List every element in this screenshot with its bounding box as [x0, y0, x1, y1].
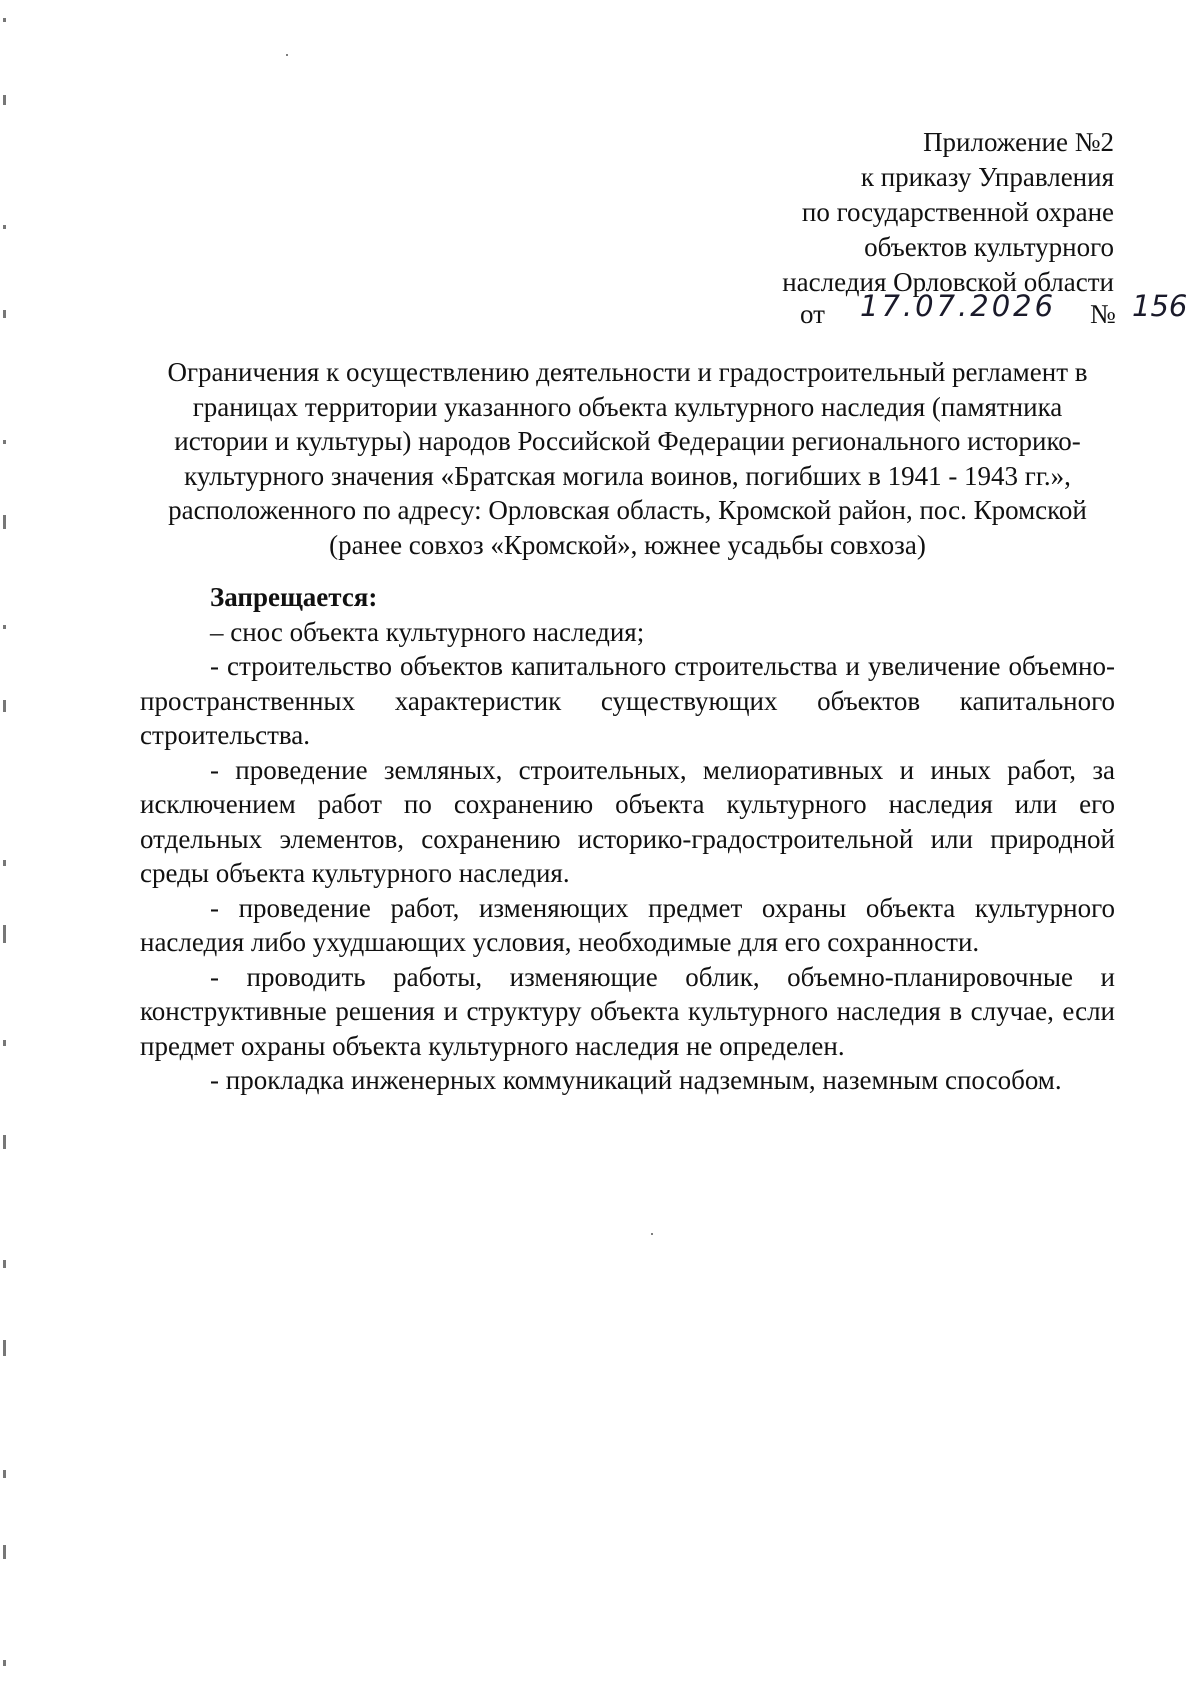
- appendix-line: наследия Орловской области: [782, 267, 1114, 297]
- appendix-header: [594, 125, 1114, 300]
- scan-mark: [3, 440, 6, 444]
- title-line: истории и культуры) народов Российской Федерации регионального историко-: [174, 426, 1081, 456]
- restriction-item: - проведение работ, изменяющих предмет охраны объекта культурного наследия либо ухудшающих условия, необходимые для его сохранности.: [140, 892, 1115, 957]
- date-prefix: от: [800, 299, 825, 329]
- appendix-line: объектов культурного: [864, 232, 1114, 262]
- scan-mark: [3, 1040, 6, 1046]
- scan-mark: [3, 1260, 6, 1268]
- number-prefix: №: [1090, 299, 1116, 329]
- appendix-line: к приказу Управления: [860, 162, 1114, 192]
- order-date-number-row: [800, 289, 1188, 333]
- section-heading: Запрещается:: [210, 582, 378, 612]
- scan-speck: [286, 54, 288, 56]
- restriction-item: - проведение земляных, строительных, мелиоративных и иных работ, за исключением работ по сохранению объекта культурного наследия или его отдельных элементов, сохранению историко-градостроительной или природной среды объекта культурного наследия.: [140, 754, 1115, 888]
- title-line: Ограничения к осуществлению деятельности и градостроительный регламент в: [167, 357, 1088, 387]
- title-line: расположенного по адресу: Орловская область, Кромской район, пос. Кромской: [168, 495, 1087, 525]
- title-line: (ранее совхоз «Кромской», южнее усадьбы совхоза): [329, 529, 926, 560]
- handwritten-date: 17.07.2026: [860, 289, 1057, 323]
- restriction-item: - строительство объектов капитального строительства и увеличение объемно-пространственных характеристик существующих объектов капитального строительства.: [140, 651, 1115, 750]
- scan-mark: [3, 1470, 6, 1478]
- restriction-item: - проводить работы, изменяющие облик, объемно-планировочные и конструктивные решения и структуру объекта культурного наследия в случае, если предмет охраны объекта культурного наследия не определен.: [140, 961, 1115, 1061]
- scan-mark: [3, 925, 6, 943]
- document-title: [140, 355, 1115, 562]
- appendix-line: по государственной охране: [801, 197, 1114, 227]
- restrictions-section: [140, 580, 1115, 1098]
- scan-mark: [3, 1340, 6, 1356]
- scan-mark: [3, 625, 6, 629]
- title-line: культурного значения «Братская могила воинов, погибших в 1941 - 1943 гг.»,: [184, 460, 1071, 491]
- scan-mark: [3, 860, 6, 866]
- handwritten-order-number: 156: [1132, 289, 1188, 323]
- scan-mark: [3, 95, 6, 105]
- scan-mark: [3, 1545, 6, 1559]
- scan-mark: [3, 1135, 6, 1149]
- scan-mark: [3, 1660, 6, 1666]
- scan-mark: [3, 700, 6, 712]
- scan-margin-marks: [0, 0, 14, 1697]
- scan-speck: [651, 1233, 653, 1235]
- scan-mark: [3, 225, 6, 229]
- title-line: границах территории указанного объекта культурного наследия (памятника: [192, 391, 1063, 422]
- restriction-item: - прокладка инженерных коммуникаций надземным, наземным способом.: [210, 1065, 1062, 1095]
- restriction-item: – снос объекта культурного наследия;: [210, 616, 645, 647]
- scan-mark: [3, 310, 6, 318]
- appendix-line: Приложение №2: [923, 127, 1114, 157]
- scan-mark: [3, 18, 6, 22]
- scan-mark: [3, 515, 6, 529]
